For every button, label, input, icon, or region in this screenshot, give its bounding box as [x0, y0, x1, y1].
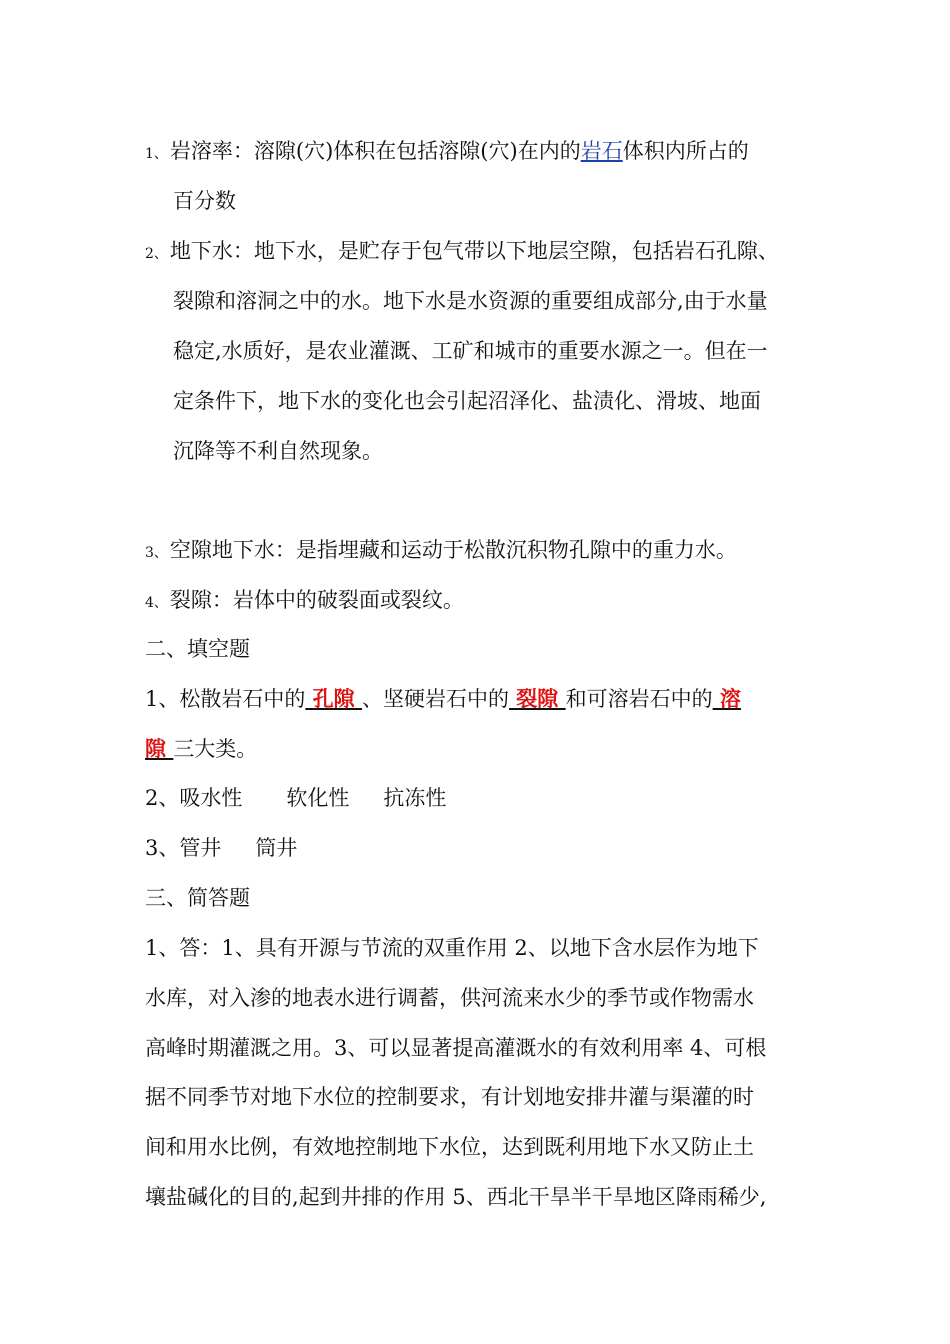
- answer-tube-well: 管井: [179, 836, 222, 860]
- short-answer-line-1: 1、答：1、具有开源与节流的双重作用 2、以地下含水层作为地下: [145, 936, 759, 960]
- item-number: 1、: [145, 146, 168, 162]
- answer-blank-karst-part-2: 隙: [145, 736, 174, 761]
- definition-2-line-1: [145, 236, 779, 266]
- definition-2-line-3: 稳定,水质好，是农业灌溉、工矿和城市的重要水源之一。但在一: [173, 339, 768, 363]
- definition-2-line-4: 定条件下，地下水的变化也会引起沼泽化、盐渍化、滑坡、地面: [173, 389, 761, 413]
- question-text: 1、松散岩石中的: [145, 687, 306, 711]
- fill-question-1-line-1: [145, 684, 741, 714]
- answer-softening: 软化性: [286, 786, 350, 810]
- definition-2-line-5: 沉降等不利自然现象。: [173, 439, 383, 463]
- definition-2-line-2: 裂隙和溶洞之中的水。地下水是水资源的重要组成部分,由于水量: [173, 289, 768, 313]
- definition-1-line-2: 百分数: [173, 189, 236, 213]
- definition-text: 体积内所占的: [622, 139, 749, 163]
- question-text: 三大类。: [173, 737, 258, 761]
- definition-3: [145, 535, 737, 565]
- answer-frost-resistance: 抗冻性: [383, 786, 447, 810]
- item-number: 3、: [145, 545, 168, 561]
- section-heading-fill-in: 二、填空题: [145, 637, 250, 661]
- question-number: 2、: [145, 786, 180, 810]
- fill-question-1-line-2: [145, 734, 257, 764]
- item-number: 2、: [145, 246, 168, 262]
- item-number: 4、: [145, 595, 168, 611]
- fill-question-2: [145, 783, 446, 813]
- short-answer-line-6: 壤盐碱化的目的,起到井排的作用 5、西北干旱半干旱地区降雨稀少,: [145, 1185, 767, 1209]
- short-answer-line-5: 间和用水比例，有效地控制地下水位，达到既利用地下水又防止土: [145, 1135, 754, 1159]
- answer-cylinder-well: 筒井: [255, 836, 298, 860]
- definition-text: 岩溶率：溶隙(穴)体积在包括溶隙(穴)在内的: [169, 139, 581, 163]
- short-answer-line-2: 水库，对入渗的地表水进行调蓄，供河流来水少的季节或作物需水: [145, 986, 754, 1010]
- definition-4: [145, 585, 464, 615]
- definition-1-line-1: [145, 136, 749, 166]
- answer-blank-fissures: 裂隙: [509, 686, 566, 711]
- section-heading-short-answer: 三、简答题: [145, 886, 250, 910]
- answer-water-absorption: 吸水性: [179, 786, 243, 810]
- answer-blank-pores: 孔隙: [305, 686, 362, 711]
- rock-link[interactable]: 岩石: [580, 139, 623, 163]
- fill-question-3: [145, 833, 297, 863]
- definition-text: 空隙地下水：是指埋藏和运动于松散沉积物孔隙中的重力水。: [169, 538, 737, 562]
- definition-text: 裂隙：岩体中的破裂面或裂纹。: [169, 588, 464, 612]
- question-number: 3、: [145, 836, 180, 860]
- question-text: 、坚硬岩石中的: [362, 687, 509, 711]
- question-text: 和可溶岩石中的: [565, 687, 713, 711]
- short-answer-line-4: 据不同季节对地下水位的控制要求，有计划地安排井灌与渠灌的时: [145, 1085, 754, 1109]
- definition-text: 地下水：地下水，是贮存于包气带以下地层空隙，包括岩石孔隙、: [169, 239, 779, 263]
- answer-blank-karst-part-1: 溶: [712, 686, 741, 711]
- short-answer-line-3: 高峰时期灌溉之用。3、可以显著提高灌溉水的有效利用率 4、可根: [145, 1036, 767, 1060]
